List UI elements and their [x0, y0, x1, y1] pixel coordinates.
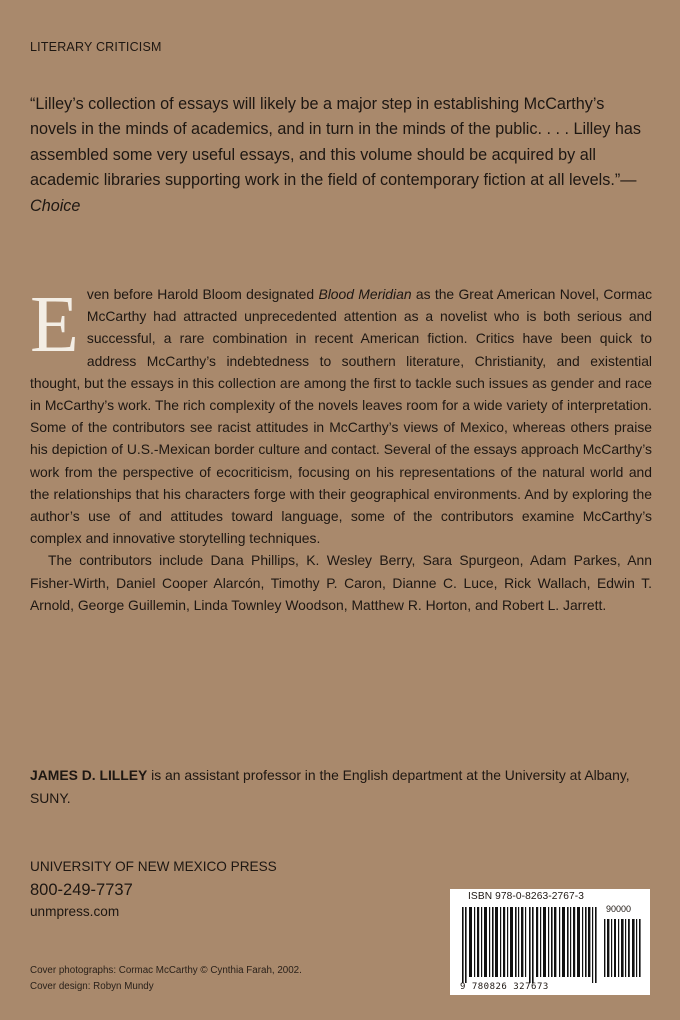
publisher-name: UNIVERSITY OF NEW MEXICO PRESS: [30, 859, 277, 874]
cover-credits: [30, 963, 302, 995]
quote-source: Choice: [30, 196, 81, 215]
author-bio: [30, 764, 650, 809]
photo-credit: Cover photographs: Cormac McCarthy © Cynthia Farah, 2002.: [30, 965, 302, 976]
quote-text: “Lilley’s collection of essays will likely be a major step in establishing McCarthy’s novels in the minds of academics, and in turn in the minds of the public. . . . Lilley has assembled some very useful essays, and this volume should be acquired by all academic libraries supporting work in the field of contemporary fiction at all levels.”—: [30, 95, 641, 190]
barcode-bars-icon: [454, 907, 646, 983]
author-name: JAMES D. LILLEY: [30, 767, 148, 783]
author-bio-text: is an assistant professor in the English department at the University at Albany, SUNY.: [30, 767, 630, 806]
paragraph-1-rest: as the Great American Novel, Cormac McCarthy had attracted unprecedented attention as a novelist who is both serious and successful, a rare combination in recent American fiction. Critics have been quick to address McCarthy’s indebtedness to southern literature, Christianity, and existential thought, but the essays in this collection are among the first to tackle such issues as gender and race in McCarthy’s work. The rich complexity of the novels leaves room for a wide variety of interpretation. Some of the contributors see racist attitudes in McCarthy’s views of Mexico, whereas others praise his depiction of U.S.-Mexican border culture and contact. Several of the essays approach McCarthy’s work from the perspective of ecocriticism, focusing on his representations of the natural world and the relationships that his characters forge with their geographical environments. And by exploring the author’s use of and attitudes toward language, some of the contributors examine McCarthy’s complex and innovative storytelling techniques.: [30, 286, 653, 547]
barcode: [450, 889, 650, 995]
publisher-phone: 800-249-7737: [30, 881, 133, 899]
paragraph-1-start: ven before Harold Bloom designated: [86, 286, 319, 302]
drop-cap: E: [30, 281, 79, 369]
review-quote: [30, 92, 645, 219]
category-label: LITERARY CRITICISM: [30, 40, 162, 54]
barcode-digits: 9 780826 327673: [460, 982, 549, 992]
book-title: Blood Meridian: [318, 286, 412, 302]
description: [30, 283, 652, 616]
description-paragraph-2: The contributors include Dana Phillips, K. Wesley Berry, Sara Spurgeon, Adam Parkes, Ann Fisher-Wirth, Daniel Cooper Alarcón, Timothy P. Caron, Dianne C. Luce, Rick Wallach, Edwin T. Arnold, George Guillemin, Linda Townley Woodson, Matthew R. Horton, and Robert L. Jarrett.: [30, 552, 652, 613]
publisher-info: [30, 857, 277, 921]
publisher-url: unmpress.com: [30, 904, 120, 919]
description-paragraph-1: [30, 283, 652, 549]
design-credit: Cover design: Robyn Mundy: [30, 981, 154, 992]
price-code: 90000: [606, 904, 632, 914]
isbn-label: ISBN 978-0-8263-2767-3: [468, 891, 585, 902]
